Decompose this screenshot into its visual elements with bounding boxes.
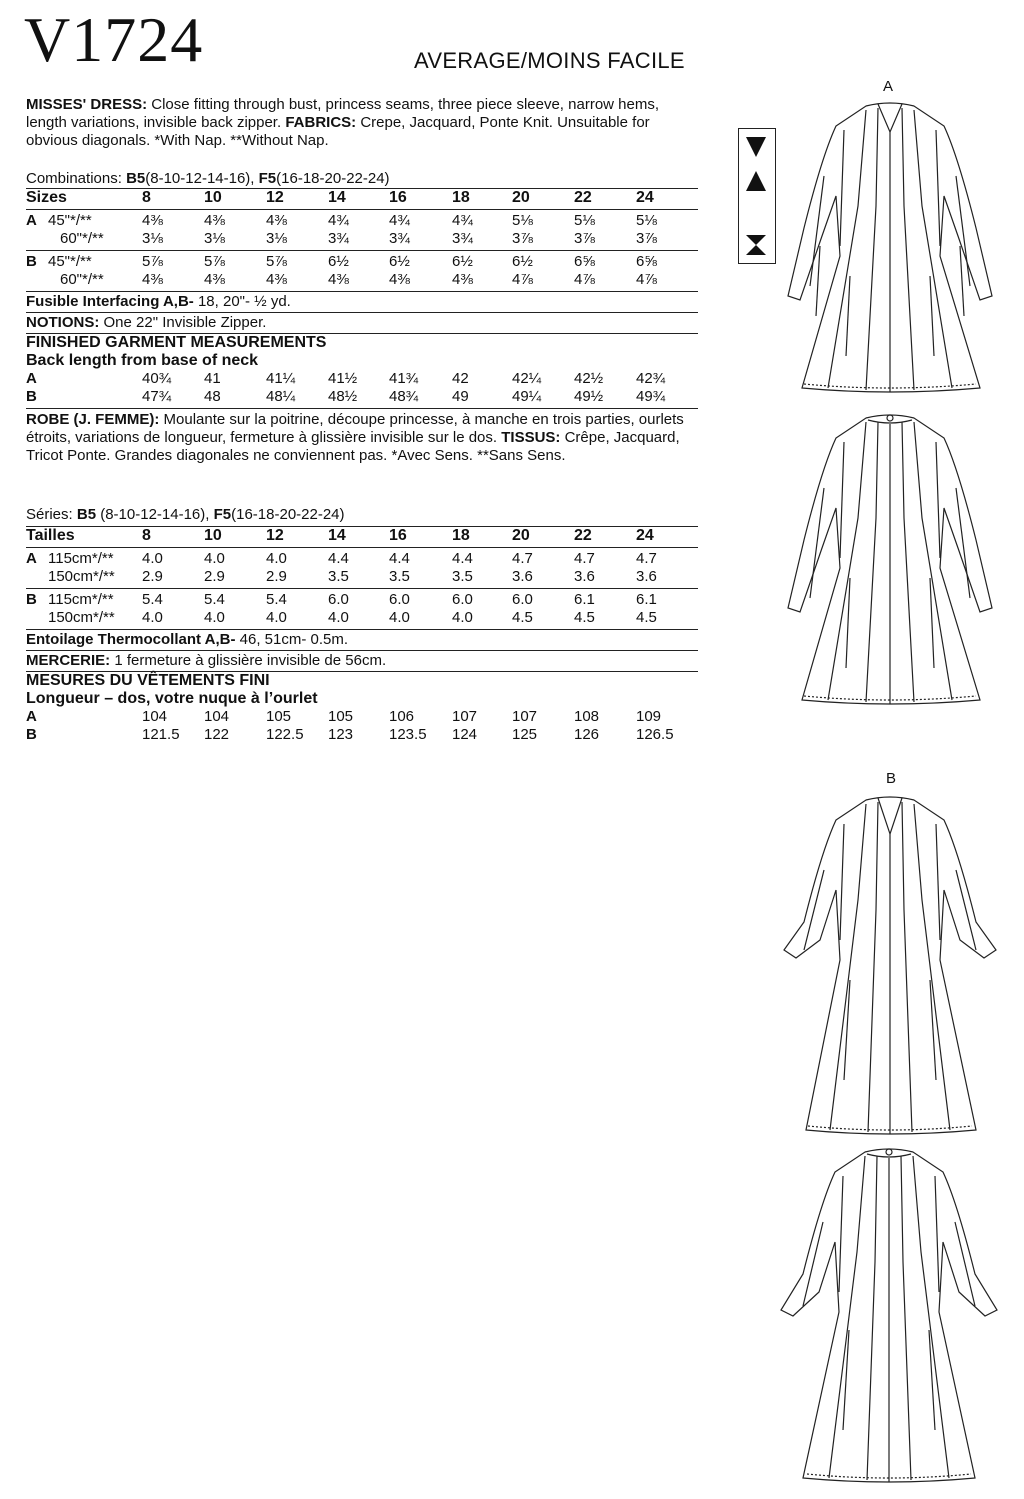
view-a-back-sketch [780, 408, 1000, 708]
view-a-label: A [883, 78, 894, 95]
view-a-front-sketch [780, 96, 1000, 396]
table-row: B 121.5 122 122.5 123 123.5 124 125 126 126.5 [26, 726, 674, 743]
table-row: A 115cm*/** 4.0 4.0 4.0 4.4 4.4 4.4 4.7 4.7 4.7 [26, 550, 657, 567]
interfacing-line: Entoilage Thermocollant A,B- 46, 51cm- 0.5m. [26, 630, 698, 651]
interfacing-line: Fusible Interfacing A,B- 18, 20"- ½ yd. [26, 292, 698, 313]
table-row: B 115cm*/** 5.4 5.4 5.4 6.0 6.0 6.0 6.0 6.1 6.1 [26, 591, 657, 608]
difficulty-label: AVERAGE/MOINS FACILE [414, 48, 685, 73]
fabrics-text: Crepe, Jacquard, Ponte Knit. Unsuitable for obvious diagonals. *With Nap. **Without Nap. [26, 114, 650, 149]
english-description [26, 96, 698, 150]
table-row: B 47¾ 48 48¼ 48½ 48¾ 49 49¼ 49½ 49¾ [26, 388, 698, 409]
notions-line: MERCERIE: 1 fermeture à glissière invisible de 56cm. [26, 651, 698, 672]
with-nap-down-icon [744, 135, 768, 159]
dress-title: MISSES' DRESS: [26, 96, 148, 113]
english-yardage-table [26, 188, 698, 465]
sizes-header-row: Sizes 8 10 12 14 16 18 20 22 24 [26, 188, 698, 210]
view-b-front-sketch [780, 790, 1000, 1140]
sizes-header-row: Tailles 8 10 12 14 16 18 20 22 24 [26, 526, 698, 548]
table-row: 150cm*/** 2.9 2.9 2.9 3.5 3.5 3.5 3.6 3.6 3.6 [26, 568, 698, 589]
table-row: A 40¾ 41 41¼ 41½ 41¾ 42 42¼ 42½ 42¾ [26, 370, 666, 387]
without-nap-icon [744, 233, 768, 257]
table-row: A 45"*/** 4⅜ 4⅜ 4⅜ 4¾ 4¾ 4¾ 5⅛ 5⅛ 5⅛ [26, 212, 657, 229]
view-b-label: B [886, 770, 897, 787]
series-line: Séries: B5 (8-10-12-14-16), F5(16-18-20-22-24) [26, 506, 345, 523]
with-nap-up-icon [744, 169, 768, 193]
view-b-back-sketch [776, 1140, 1002, 1490]
table-row: 150cm*/** 4.0 4.0 4.0 4.0 4.0 4.0 4.5 4.5 4.5 [26, 609, 698, 630]
dress-description: Close fitting through bust, princess seams, three piece sleeve, narrow hems, length variations, invisible back zipper. [26, 96, 660, 131]
table-row: A 104 104 105 105 106 107 107 108 109 [26, 708, 662, 725]
back-length-title: Back length from base of neck [26, 352, 259, 369]
back-length-title: Longueur – dos, votre nuque à l’ourlet [26, 690, 318, 707]
table-row: 60"*/** 4⅜ 4⅜ 4⅜ 4⅜ 4⅜ 4⅜ 4⅞ 4⅞ 4⅞ [26, 271, 698, 292]
nap-icons-box [738, 128, 776, 264]
finished-measurements-title: MESURES DU VÊTEMENTS FINI [26, 672, 270, 689]
pattern-number: V1724 [24, 4, 204, 75]
table-row: B 45"*/** 5⅞ 5⅞ 5⅞ 6½ 6½ 6½ 6½ 6⅝ 6⅝ [26, 253, 657, 270]
table-row: 60"*/** 3⅛ 3⅛ 3⅛ 3¾ 3¾ 3¾ 3⅞ 3⅞ 3⅞ [26, 230, 698, 251]
notions-line: NOTIONS: One 22" Invisible Zipper. [26, 313, 698, 334]
french-yardage-table [26, 526, 698, 744]
french-description: ROBE (J. FEMME): Moulante sur la poitrine, découpe princesse, à manche en trois parties, ourlets étroits, variations de longueur, fermeture à glissière invisible sur le dos. TISSUS: Crêpe, Jacquard, Tricot Ponte. Grandes diagonales ne conviennent pas. *Avec Sens. **Sans Sens. [26, 411, 684, 464]
combinations-line: Combinations: B5(8-10-12-14-16), F5(16-18-20-22-24) [26, 170, 390, 187]
fabrics-title: FABRICS: [285, 114, 357, 131]
finished-measurements-title: FINISHED GARMENT MEASUREMENTS [26, 334, 327, 351]
